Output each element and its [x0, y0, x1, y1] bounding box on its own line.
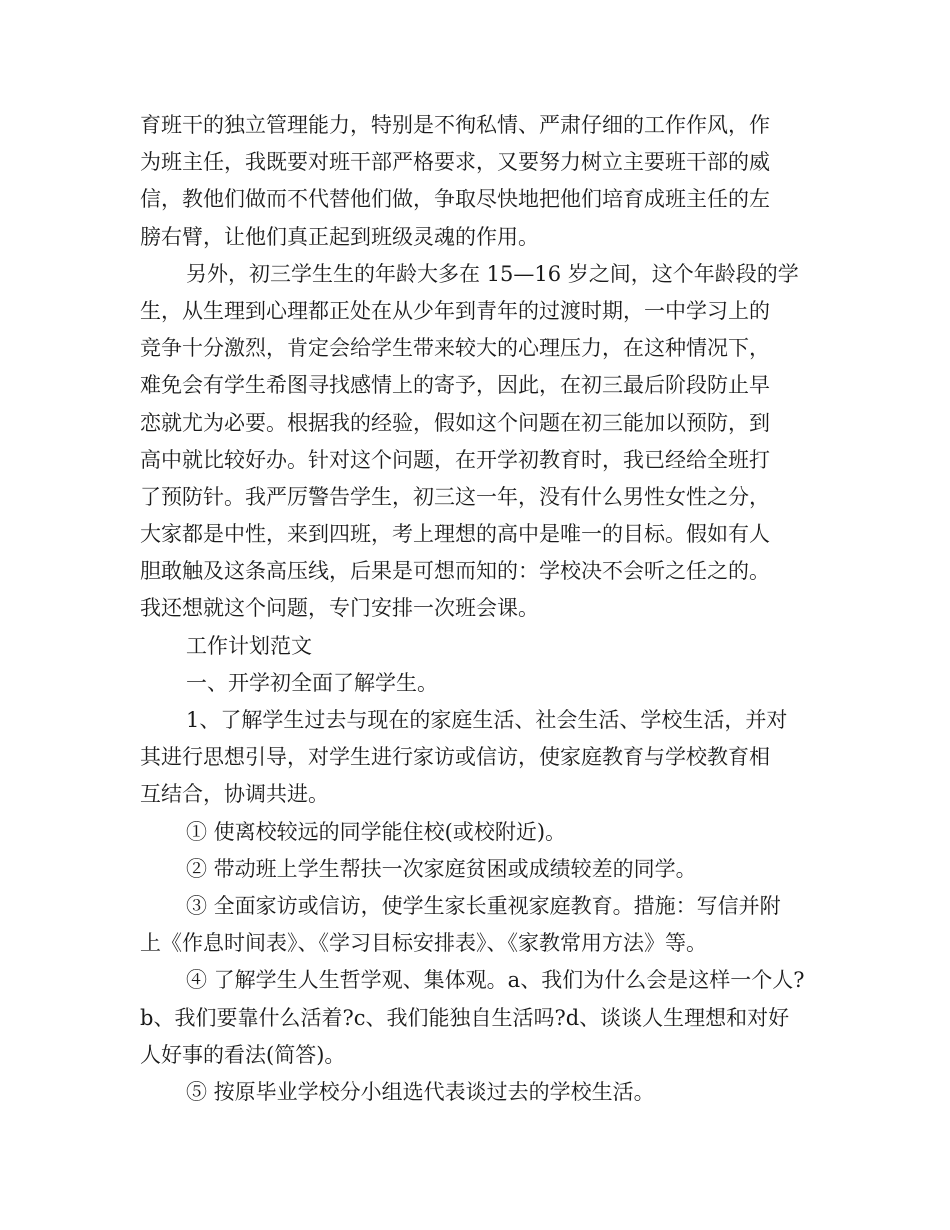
text-line: 为班主任，我既要对班干部严格要求，又要努力树立主要班干部的威 [140, 150, 770, 175]
text-line: 大家都是中性，来到四班，考上理想的高中是唯一的目标。假如有人 [140, 522, 770, 547]
document-body [140, 107, 830, 1111]
text-line: 膀右臂，让他们真正起到班级灵魂的作用。 [140, 224, 539, 249]
text-line: 互结合，协调共进。 [140, 782, 329, 807]
text-line: 生，从生理到心理都正处在从少年到青年的过渡时期，一中学习上的 [140, 298, 770, 323]
text-line: 竞争十分激烈，肯定会给学生带来较大的心理压力，在这种情况下， [140, 336, 770, 361]
text-line: 育班干的独立管理能力，特别是不徇私情、严肃仔细的工作作风，作 [140, 113, 770, 137]
section-heading: 工作计划范文 [186, 633, 312, 658]
list-item: ⑤ 按原毕业学校分小组选代表谈过去的学校生活。 [186, 1079, 655, 1104]
subsection-heading: 一、开学初全面了解学生。 [186, 670, 438, 695]
text-line: 了预防针。我严厉警告学生，初三这一年，没有什么男性女性之分， [140, 484, 770, 509]
text-line: 我还想就这个问题，专门安排一次班会课。 [140, 596, 539, 621]
text-line: 胆敢触及这条高压线，后果是可想而知的：学校决不会听之任之的。 [140, 559, 770, 584]
paragraph-start-line: 1、了解学生过去与现在的家庭生活、社会生活、学校生活，并对 [186, 708, 788, 732]
text-line: 人好事的看法(简答)。 [140, 1042, 346, 1067]
text-line: 信，教他们做而不代替他们做，争取尽快地把他们培育成班主任的左 [140, 187, 770, 212]
text-line: b、我们要靠什么活着?c、我们能独自生活吗?d、谈谈人生理想和对好 [140, 1005, 790, 1030]
text-line: 难免会有学生希图寻找感情上的寄予，因此，在初三最后阶段防止早 [140, 373, 770, 398]
text-line: 高中就比较好办。针对这个问题，在开学初教育时，我已经给全班打 [140, 447, 770, 472]
paragraph-start-line: 另外，初三学生生的年龄大多在 15—16 岁之间，这个年龄段的学 [186, 261, 799, 286]
list-item: ① 使离校较远的同学能住校(或校附近)。 [186, 819, 567, 844]
list-item: ③ 全面家访或信访，使学生家长重视家庭教育。措施：写信并附 [186, 893, 781, 918]
list-item: ② 带动班上学生帮扶一次家庭贫困或成绩较差的同学。 [186, 856, 697, 881]
text-line: 其进行思想引导，对学生进行家访或信访，使家庭教育与学校教育相 [140, 745, 770, 770]
list-item: ④ 了解学生人生哲学观、集体观。a、我们为什么会是这样一个人? [186, 968, 805, 993]
text-line: 恋就尤为必要。根据我的经验，假如这个问题在初三能加以预防，到 [140, 410, 770, 435]
text-line: 上《作息时间表》、《学习目标安排表》、《家教常用方法》等。 [140, 931, 707, 956]
